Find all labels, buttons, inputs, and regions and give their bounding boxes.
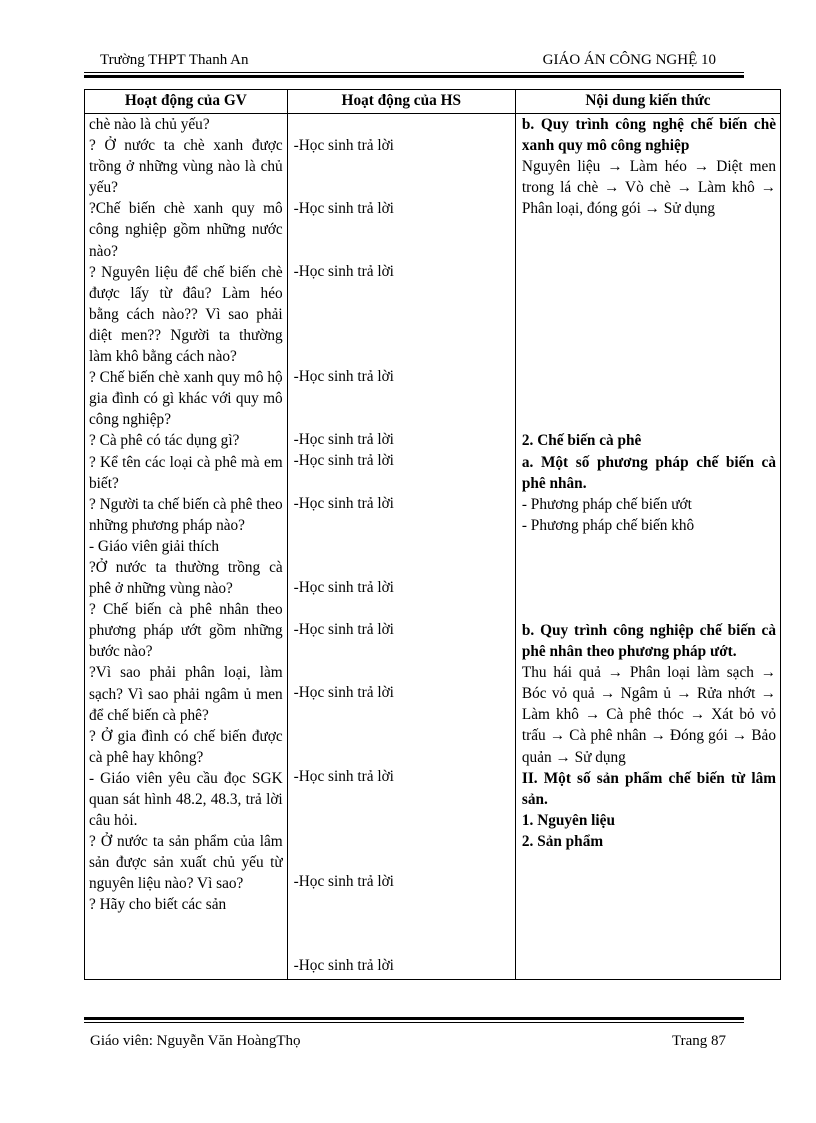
nd-heading: 2. Sản phẩm (521, 832, 604, 850)
col-header-hs: Hoạt động của HS (287, 90, 515, 114)
gv-item: ? Ở nước ta sản phẩm của lâm sản được sản xuất chủ yếu từ nguyên liệu nào? Vì sao? (89, 833, 283, 893)
table-body-row (85, 114, 781, 980)
gv-item: ? Ở gia đình có chế biến được cà phê hay không? (89, 727, 283, 766)
gv-item: ? Kể tên các loại cà phê mà em biết? (89, 453, 283, 492)
nd-text: Thu hái quả → Phân loại làm sạch → Bóc vỏ quả → Ngâm ủ → Rửa nhớt → Làm khô → Cà phê thóc → Xát bỏ vỏ trấu → Cà phê nhân → Đóng gói → Bảo quản → Sử dụng (521, 664, 776, 766)
gv-item: ? Hãy cho biết các sản (89, 896, 227, 914)
hs-item: -Học sinh trả lời (293, 263, 394, 281)
hs-item: -Học sinh trả lời (293, 431, 394, 449)
hs-item: -Học sinh trả lời (293, 137, 394, 154)
header-rule-thick (84, 75, 744, 78)
col-header-nd: Nội dung kiến thức (515, 90, 780, 114)
lesson-table (84, 89, 781, 980)
gv-item: ? Người ta chế biến cà phê theo những phương pháp nào? (89, 495, 283, 534)
nd-text: - Phương pháp chế biến khô (521, 516, 695, 534)
hs-item: -Học sinh trả lời (293, 873, 394, 891)
nd-heading: a. Một số phương pháp chế biến cà phê nhân. (521, 453, 776, 492)
table-header-row (85, 90, 781, 114)
gv-item: ?Chế biến chè xanh quy mô công nghiệp gồm những nước nào? (89, 200, 283, 260)
hs-item: -Học sinh trả lời (293, 620, 394, 638)
teacher-name: Giáo viên: Nguyễn Văn HoàngThọ (90, 1033, 301, 1049)
header-rule-thin (84, 72, 744, 73)
gv-item: - Giáo viên yêu cầu đọc SGK quan sát hình 48.2, 48.3, trả lời câu hỏi. (89, 769, 283, 830)
school-name: Trường THPT Thanh An (100, 52, 249, 68)
gv-item: ?Vì sao phải phân loại, làm sạch? Vì sao phải ngâm ủ men để chế biến cà phê? (89, 664, 283, 724)
nd-heading: b. Quy trình công nghiệp chế biến cà phê nhân theo phương pháp ướt. (521, 621, 776, 661)
nd-text: - Phương pháp chế biến ướt (521, 495, 692, 513)
gv-item: ? Chế biến chè xanh quy mô hộ gia đình có gì khác với quy mô công nghiệp? (89, 369, 283, 429)
col-header-gv: Hoạt động của GV (85, 90, 288, 114)
gv-item: ? Ở nước ta chè xanh được trồng ở những vùng nào là chủ yếu? (89, 137, 283, 197)
nd-heading: b. Quy trình công nghệ chế biến chè xanh quy mô công nghiệp (521, 116, 776, 155)
hs-item: -Học sinh trả lời (293, 494, 394, 512)
hs-item: -Học sinh trả lời (293, 368, 394, 386)
footer-rule-thick (84, 1017, 744, 1020)
hs-item: -Học sinh trả lời (293, 767, 394, 785)
nd-heading: 2. Chế biến cà phê (521, 432, 642, 450)
nd-heading: 1. Nguyên liệu (521, 811, 615, 829)
gv-item: - Giáo viên giải thích (89, 537, 219, 555)
hs-item: -Học sinh trả lời (293, 578, 394, 596)
page-header (100, 52, 716, 74)
nd-heading: II. Một số sản phẩm chế biến từ lâm sản. (521, 769, 776, 808)
gv-item: ? Cà phê có tác dụng gì? (89, 432, 240, 450)
hs-column (287, 114, 515, 980)
hs-item: -Học sinh trả lời (293, 200, 394, 218)
gv-item: chè nào là chủ yếu? (89, 116, 210, 133)
gv-item: ? Chế biến cà phê nhân theo phương pháp ướt gồm những bước nào? (89, 601, 283, 661)
page-number: Trang 87 (671, 1033, 726, 1049)
footer-rule-thin (84, 1022, 744, 1023)
hs-item: -Học sinh trả lời (293, 957, 394, 975)
nd-text: Nguyên liệu → Làm héo → Diệt men trong lá chè → Vò chè → Làm khô → Phân loại, đóng gói → Sử dụng (521, 158, 776, 218)
subject-title: GIÁO ÁN CÔNG NGHỆ 10 (542, 52, 716, 68)
hs-item: -Học sinh trả lời (293, 683, 394, 701)
gv-column (85, 114, 288, 980)
nd-column (515, 114, 780, 980)
hs-item: -Học sinh trả lời (293, 452, 394, 470)
gv-item: ? Nguyên liệu để chế biến chè được lấy từ đâu? Làm héo bằng cách nào?? Vì sao phải diệt men?? Người ta thường làm khô bằng cách nào? (89, 263, 283, 366)
gv-item: ?Ở nước ta thường trồng cà phê ở những vùng nào? (89, 558, 283, 598)
